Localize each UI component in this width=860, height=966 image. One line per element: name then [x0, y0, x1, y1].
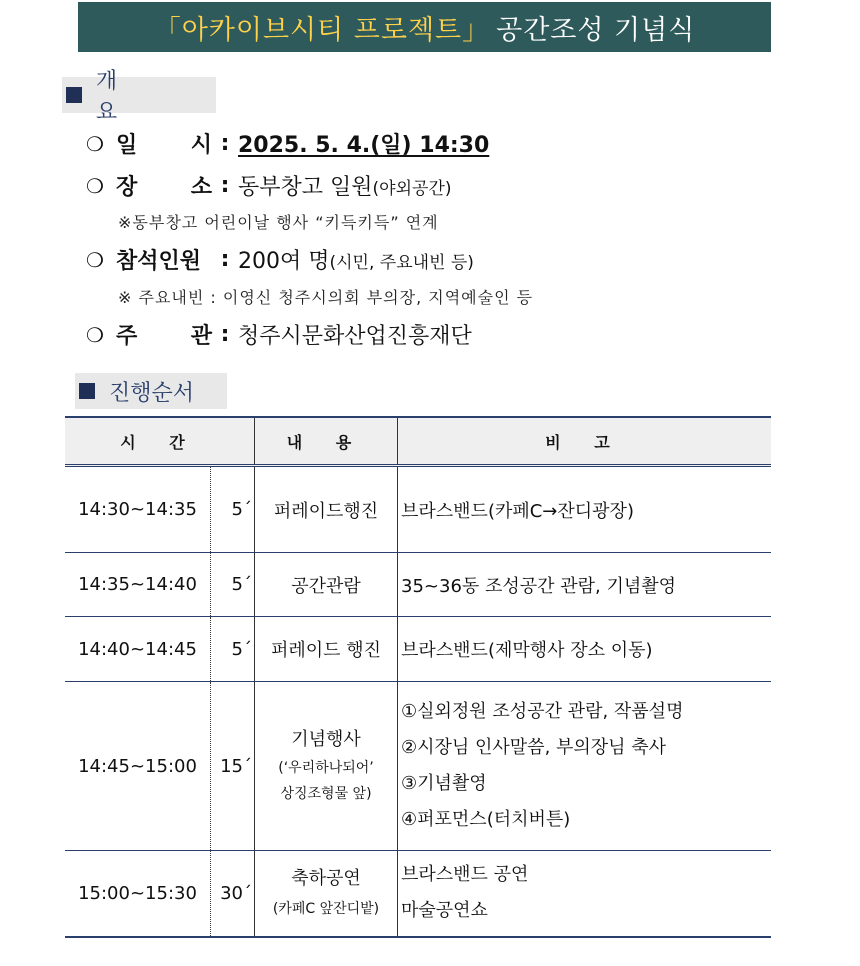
title-project-name: 「아카이브시티 프로젝트」 [153, 14, 491, 46]
overview-heading [62, 69, 216, 125]
circle-bullet-icon: ❍ [86, 322, 104, 347]
table-row [65, 851, 771, 937]
header-time: 시 간 [65, 417, 255, 466]
program-cell: 공간관람 [255, 553, 398, 617]
time-cell: 14:30~14:35 [65, 466, 211, 553]
colon: : [220, 131, 230, 156]
time-cell: 14:45~15:00 [65, 682, 211, 851]
place-value: 동부창고 일원(야외공간) [238, 175, 452, 200]
circle-bullet-icon: ❍ [86, 247, 104, 272]
square-bullet-icon [66, 87, 82, 103]
date-value: 2025. 5. 4.(일) 14:30 [238, 133, 490, 158]
header-remarks: 비 고 [398, 417, 772, 466]
schedule-heading-text: 진행순서 [109, 380, 195, 406]
remarks-cell: 35~36동 조성공간 관람, 기념촬영 [398, 553, 772, 617]
date-label: 일 시 [116, 133, 212, 158]
table-row [65, 553, 771, 617]
duration-cell: 5´ [211, 617, 255, 682]
duration-cell: 15´ [211, 682, 255, 851]
schedule-header-row [65, 417, 771, 466]
square-bullet-icon [79, 383, 95, 399]
program-cell: 축하공연 (카페C 앞잔디밭) [255, 851, 398, 937]
host-label: 주 관 [116, 324, 212, 349]
program-cell: 퍼레이드 행진 [255, 617, 398, 682]
time-cell: 14:40~14:45 [65, 617, 211, 682]
remarks-cell: 브라스밴드(카페C→잔디광장) [398, 466, 772, 553]
colon: : [220, 173, 230, 198]
table-row [65, 617, 771, 682]
program-cell: 기념행사 (‘우리하나되어’ 상징조형물 앞) [255, 682, 398, 851]
colon: : [220, 322, 230, 347]
remarks-cell: ①실외정원 조성공간 관람, 작품설명 ②시장님 인사말씀, 부의장님 축사 ③기념촬영 ④퍼포먼스(터치버튼) [398, 682, 772, 851]
overview-place-row [86, 170, 451, 201]
table-row [65, 682, 771, 851]
overview-attendees-row [86, 244, 474, 275]
time-cell: 15:00~15:30 [65, 851, 211, 937]
schedule-table [65, 416, 771, 938]
place-label: 장 소 [116, 175, 212, 200]
duration-cell: 5´ [211, 466, 255, 553]
circle-bullet-icon: ❍ [86, 173, 104, 198]
circle-bullet-icon: ❍ [86, 131, 104, 156]
overview-heading-text: 개 요 [95, 69, 142, 125]
program-cell: 퍼레이드행진 [255, 466, 398, 553]
attendees-label: 참석인원 [116, 249, 202, 274]
place-note: ※동부창고 어린이날 행사 “키득키득” 연계 [118, 213, 439, 232]
colon: : [220, 247, 230, 272]
time-cell: 14:35~14:40 [65, 553, 211, 617]
page-title [78, 2, 771, 52]
overview-host-row [86, 319, 472, 350]
duration-cell: 30´ [211, 851, 255, 937]
attendees-note: ※ 주요내빈 : 이영신 청주시의회 부의장, 지역예술인 등 [118, 288, 534, 307]
host-value: 청주시문화산업진흥재단 [238, 324, 472, 349]
remarks-cell: 브라스밴드(제막행사 장소 이동) [398, 617, 772, 682]
header-program: 내 용 [255, 417, 398, 466]
remarks-cell: 브라스밴드 공연 마술공연쇼 [398, 851, 772, 937]
table-row [65, 466, 771, 553]
overview-date-row [86, 128, 489, 159]
schedule-heading [75, 373, 227, 409]
duration-cell: 5´ [211, 553, 255, 617]
attendees-value: 200여 명(시민, 주요내빈 등) [238, 249, 474, 274]
title-rest: 공간조성 기념식 [496, 14, 696, 46]
